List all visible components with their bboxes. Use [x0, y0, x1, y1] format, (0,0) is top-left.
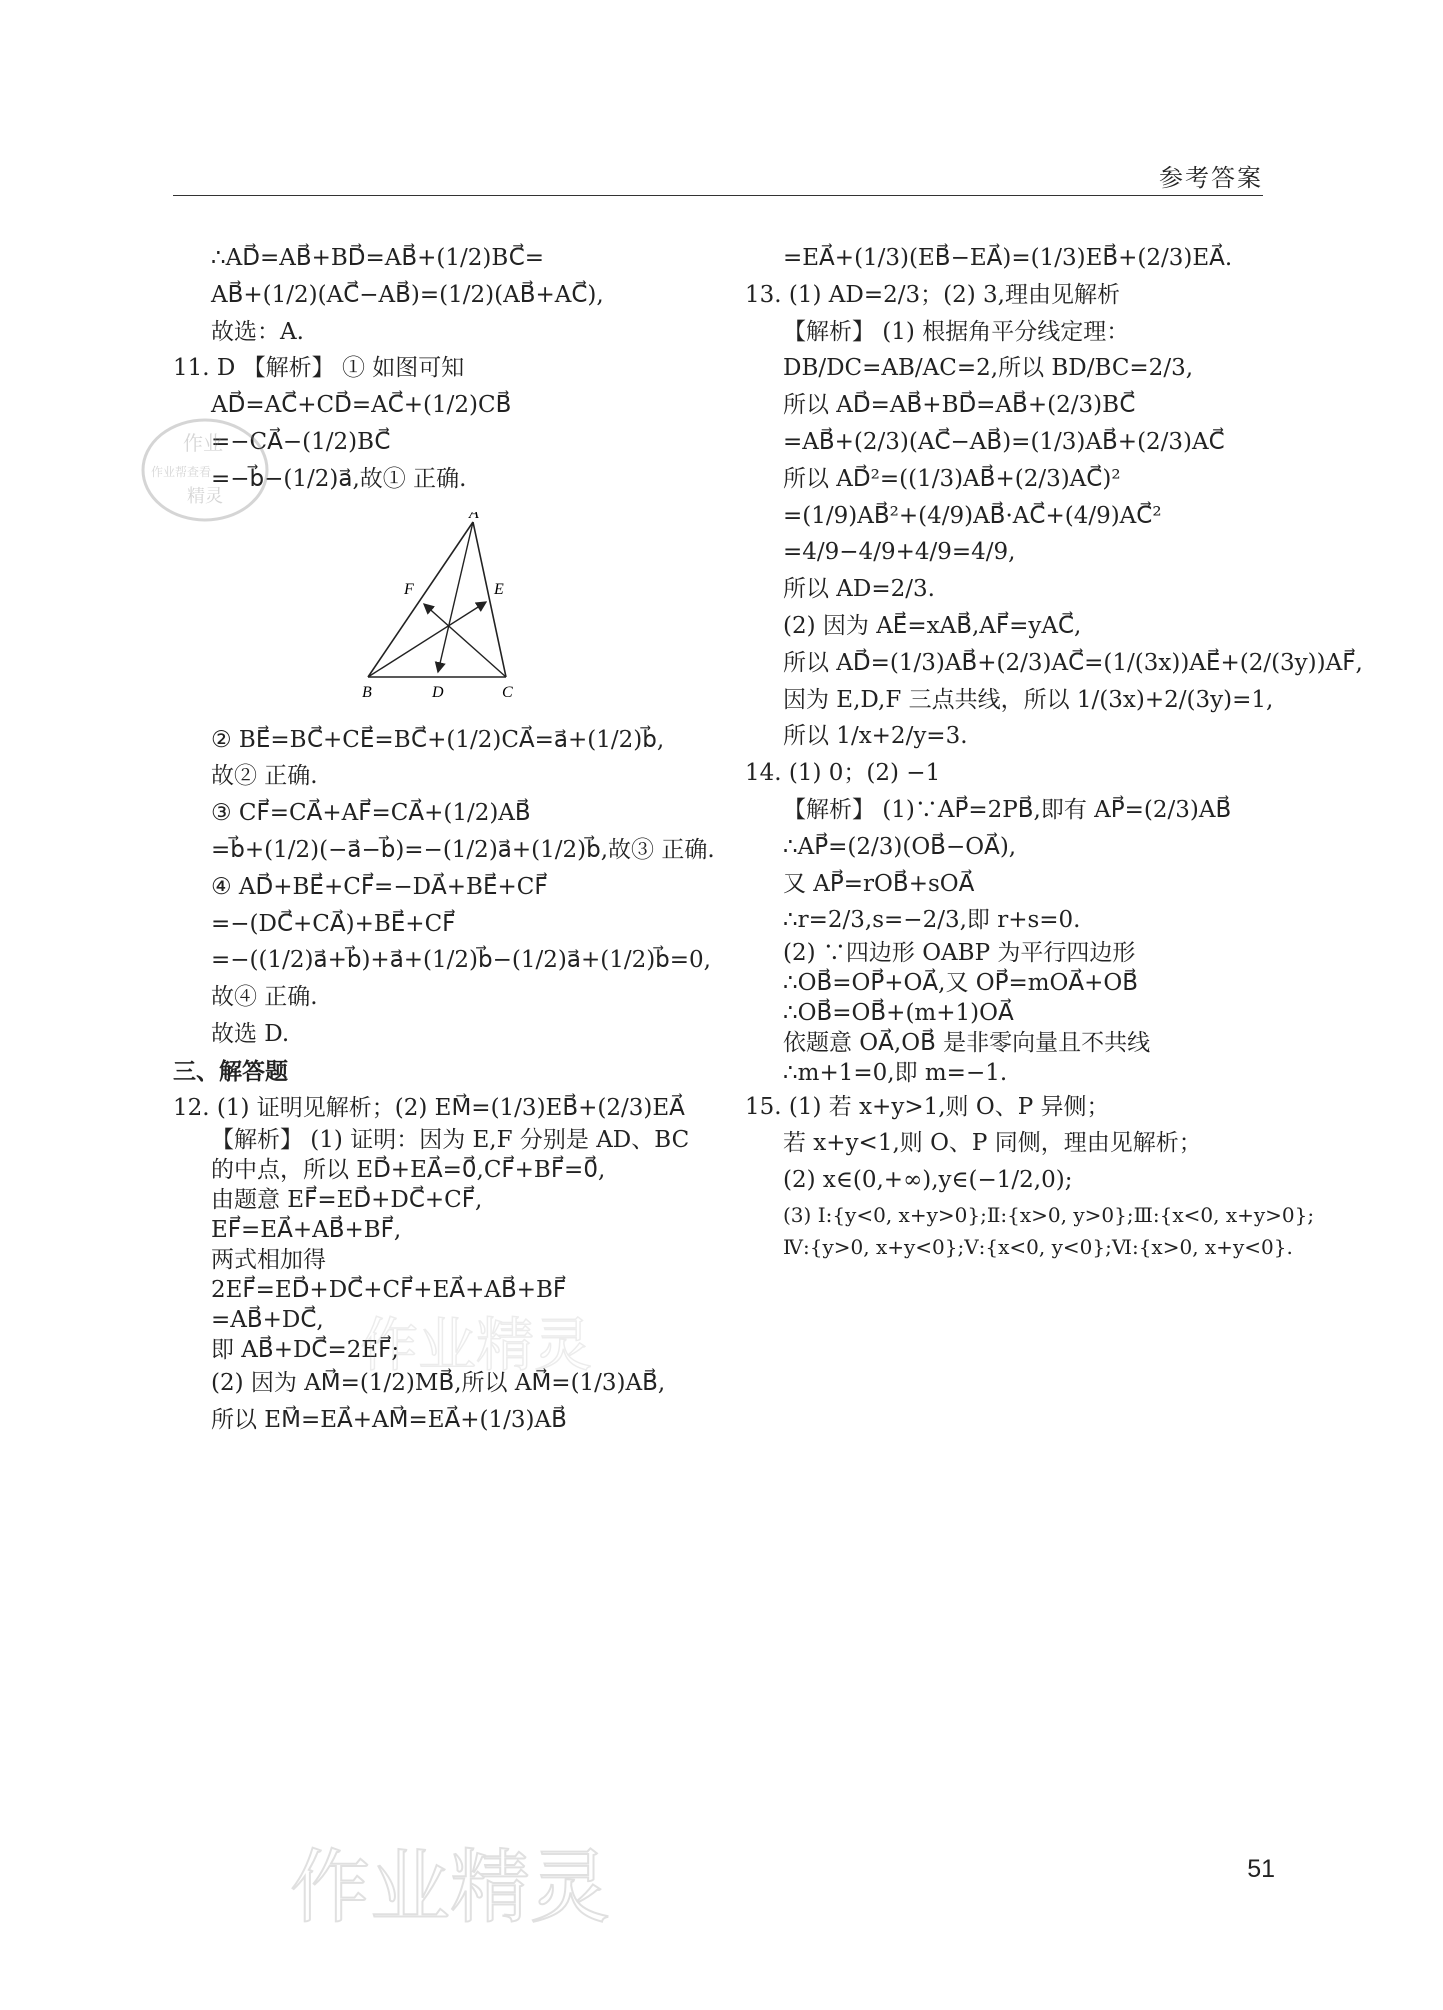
answer-line: 所以 1/x+2/y=3.: [783, 723, 968, 750]
page-number: 51: [1247, 1855, 1275, 1883]
question-12-line: 12. (1) 证明见解析；(2) EM⃗=(1/3)EB⃗+(2/3)EA⃗: [173, 1094, 685, 1121]
answer-line: 2EF⃗=ED⃗+DC⃗+CF⃗+EA⃗+AB⃗+BF⃗: [211, 1276, 567, 1303]
answer-line: ∴OB⃗=OP⃗+OA⃗,又 OP⃗=mOA⃗+OB⃗: [783, 970, 1139, 997]
question-11-line: 11. D 【解析】 ① 如图可知: [173, 355, 465, 382]
answer-line: (2) 因为 AM⃗=(1/2)MB⃗,所以 AM⃗=(1/3)AB⃗,: [211, 1370, 666, 1397]
answer-line: ∴r=2/3,s=−2/3,即 r+s=0.: [783, 907, 1081, 934]
label-a: A: [469, 511, 479, 522]
answer-line: =4/9−4/9+4/9=4/9,: [783, 539, 1016, 566]
answer-line: EF⃗=EA⃗+AB⃗+BF⃗,: [211, 1217, 402, 1244]
right-column: [745, 240, 1363, 1263]
triangle-figure: [173, 512, 733, 706]
section-heading: 三、解答题: [173, 1057, 288, 1084]
answer-line: ∴OB⃗=OB⃗+(m+1)OA⃗: [783, 999, 1014, 1026]
answer-line: 即 AB⃗+DC⃗=2EF⃗;: [211, 1336, 400, 1363]
watermark-mid: [360, 1310, 680, 1380]
answer-line: 【解析】 (1) 根据角平分线定理：: [783, 318, 1130, 345]
stamp-text-bottom: 精灵: [187, 486, 223, 507]
label-c: C: [502, 683, 513, 701]
answer-line: 的中点，所以 ED⃗+EA⃗=0⃗,CF⃗+BF⃗=0⃗,: [211, 1157, 606, 1184]
question-13-line: 13. (1) AD=2/3；(2) 3,理由见解析: [745, 281, 1120, 308]
answer-line: ∴m+1=0,即 m=−1.: [783, 1059, 1008, 1086]
answer-line: DB/DC=AB/AC=2,所以 BD/BC=2/3,: [783, 355, 1194, 382]
answer-line: 故选 D.: [211, 1020, 290, 1047]
answer-line: ③ CF⃗=CA⃗+AF⃗=CA⃗+(1/2)AB⃗: [211, 800, 531, 827]
watermark-stamp: [135, 410, 275, 530]
answer-line: ∴AD⃗=AB⃗+BD⃗=AB⃗+(1/2)BC⃗=: [211, 245, 545, 271]
side-ab: [368, 522, 473, 677]
triangle-diagram: [348, 512, 548, 702]
answer-line: 又 AP⃗=rOB⃗+sOA⃗: [783, 870, 975, 897]
answer-line: 所以 AD⃗=(1/3)AB⃗+(2/3)AC⃗=(1/(3x))AE⃗+(2/(3y))AF⃗,: [783, 649, 1363, 676]
watermark-bottom-text: 作业精灵: [290, 1841, 610, 1930]
answer-line: 两式相加得: [211, 1246, 326, 1273]
answer-line: 所以 AD=2/3.: [783, 576, 935, 603]
label-f: F: [404, 580, 414, 598]
answer-line: =b⃗+(1/2)(−a⃗−b⃗)=−(1/2)a⃗+(1/2)b⃗,故③ 正确.: [211, 836, 715, 863]
answer-line: (2) ∵四边形 OABP 为平行四边形: [783, 940, 1136, 967]
watermark-bottom: [290, 1840, 670, 1930]
label-b: B: [362, 683, 372, 701]
question-15-line: 15. (1) 若 x+y>1,则 O、P 异侧；: [745, 1093, 1110, 1120]
answer-line: ∴AP⃗=(2/3)(OB⃗−OA⃗),: [783, 833, 1017, 860]
answer-line: 故② 正确.: [211, 763, 318, 790]
median-ad: [438, 522, 473, 672]
answer-line: 【解析】 (1) 证明：因为 E,F 分别是 AD、BC: [211, 1127, 690, 1154]
answer-line: 因为 E,D,F 三点共线，所以 1/(3x)+2/(3y)=1,: [783, 686, 1274, 713]
stamp-text-mid: 作业帮查看: [151, 465, 212, 479]
header-title: 参考答案: [1159, 164, 1263, 192]
answer-line: ④ AD⃗+BE⃗+CF⃗=−DA⃗+BE⃗+CF⃗: [211, 873, 548, 900]
answer-line: 所以 AD⃗=AB⃗+BD⃗=AB⃗+(2/3)BC⃗: [783, 392, 1136, 419]
answer-line: =−((1/2)a⃗+b⃗)+a⃗+(1/2)b⃗−(1/2)a⃗+(1/2)b⃗=0,: [211, 947, 711, 974]
answer-line: AB⃗+(1/2)(AC⃗−AB⃗)=(1/2)(AB⃗+AC⃗),: [211, 281, 604, 308]
answer-line: =−(DC⃗+CA⃗)+BE⃗+CF⃗: [211, 910, 456, 937]
side-ac: [473, 522, 506, 677]
answer-line: (2) 因为 AE⃗=xAB⃗,AF⃗=yAC⃗,: [783, 612, 1082, 639]
answer-line: (2) x∈(0,+∞),y∈(−1/2,0);: [783, 1167, 1073, 1194]
answer-line: 所以 EM⃗=EA⃗+AM⃗=EA⃗+(1/3)AB⃗: [211, 1407, 567, 1434]
question-14-line: 14. (1) 0；(2) −1: [745, 760, 941, 787]
answer-line: 所以 AD⃗²=((1/3)AB⃗+(2/3)AC⃗)²: [783, 465, 1121, 492]
answer-line: 若 x+y<1,则 O、P 同侧，理由见解析；: [783, 1130, 1202, 1157]
answer-line: =−CA⃗−(1/2)BC⃗: [211, 428, 391, 455]
answer-line: =EA⃗+(1/3)(EB⃗−EA⃗)=(1/3)EB⃗+(2/3)EA⃗.: [783, 245, 1233, 271]
answer-line: 【解析】 (1)∵AP⃗=2PB⃗,即有 AP⃗=(2/3)AB⃗: [783, 796, 1232, 823]
answer-line: 故选：A.: [211, 318, 304, 345]
stamp-text-top: 作业: [183, 431, 223, 455]
answer-line: =AB⃗+(2/3)(AC⃗−AB⃗)=(1/3)AB⃗+(2/3)AC⃗: [783, 428, 1225, 455]
answer-line: =−b⃗−(1/2)a⃗,故① 正确.: [211, 465, 467, 492]
label-e: E: [494, 580, 504, 598]
answer-line: =(1/9)AB⃗²+(4/9)AB⃗·AC⃗+(4/9)AC⃗²: [783, 502, 1162, 529]
answer-line: (3) Ⅰ:{y<0, x+y>0};Ⅱ:{x>0, y>0};Ⅲ:{x<0, x+y>0};: [783, 1202, 1315, 1227]
answer-line: ② BE⃗=BC⃗+CE⃗=BC⃗+(1/2)CA⃗=a⃗+(1/2)b⃗,: [211, 726, 665, 753]
answer-line: 依题意 OA⃗,OB⃗ 是非零向量且不共线: [783, 1029, 1151, 1056]
page-header: [173, 150, 1263, 196]
median-be: [368, 602, 486, 677]
answer-line: 故④ 正确.: [211, 984, 318, 1011]
answer-line: Ⅳ:{y>0, x+y<0};Ⅴ:{x<0, y<0};Ⅵ:{x>0, x+y<0}.: [783, 1234, 1293, 1259]
answer-line: AD⃗=AC⃗+CD⃗=AC⃗+(1/2)CB⃗: [211, 392, 512, 419]
label-d: D: [432, 683, 444, 701]
watermark-mid-text: 作业精灵: [360, 1311, 593, 1379]
answer-line: =AB⃗+DC⃗,: [211, 1306, 324, 1333]
answer-line: 由题意 EF⃗=ED⃗+DC⃗+CF⃗,: [211, 1187, 483, 1214]
